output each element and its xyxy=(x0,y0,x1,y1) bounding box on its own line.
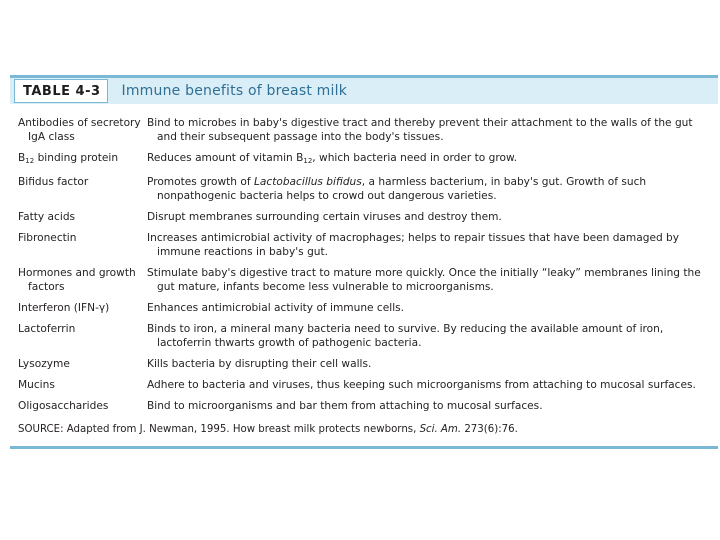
effect-cell: Bind to microbes in baby's digestive tract and thereby prevent their attachment to the walls of the gut and their subsequent passage into the body's tissues. xyxy=(147,117,693,143)
effect-cell: Increases antimicrobial activity of macrophages; helps to repair tissues that have been damaged by immune reactions in baby's gut. xyxy=(147,232,680,258)
factor-cell: Mucins xyxy=(18,379,55,391)
table-row xyxy=(18,357,710,371)
factor-cell: Bifidus factor xyxy=(18,176,89,188)
table-row xyxy=(18,231,710,259)
table-row xyxy=(18,175,710,203)
bottom-rule xyxy=(10,446,718,449)
table-row xyxy=(18,378,710,392)
table-body xyxy=(10,104,718,413)
table-header xyxy=(10,78,718,104)
table-title: Immune benefits of breast milk xyxy=(121,83,347,99)
factor-cell: Lactoferrin xyxy=(18,323,76,335)
factor-cell: Interferon (IFN-γ) xyxy=(18,302,110,314)
factor-cell: Lysozyme xyxy=(18,358,70,370)
table-row xyxy=(18,266,710,294)
factor-cell: $B_{12}$ binding protein xyxy=(18,152,119,165)
table-number-label: TABLE 4-3 xyxy=(14,79,108,103)
factor-cell: Oligosaccharides xyxy=(18,400,109,412)
table-row xyxy=(18,301,710,315)
factor-cell: Hormones and growth factors xyxy=(18,267,136,293)
table-row xyxy=(18,210,710,224)
effect-cell: Bind to microorganisms and bar them from attaching to mucosal surfaces. xyxy=(147,400,543,412)
effect-cell: Enhances antimicrobial activity of immune cells. xyxy=(147,302,405,314)
factor-cell: Fibronectin xyxy=(18,232,77,244)
table-row xyxy=(18,116,710,144)
table-row xyxy=(18,322,710,350)
effect-cell: Reduces amount of vitamin $B_{12}$, which bacteria need in order to grow. xyxy=(147,152,518,165)
effect-cell: Promotes growth of Lactobacillus bifidus, a harmless bacterium, in baby's gut. Growth of such nonpathogenic bacteria helps to crowd out dangerous varieties. xyxy=(147,176,647,202)
effect-cell: Stimulate baby's digestive tract to mature more quickly. Once the initially “leaky” membranes lining the gut mature, infants become less vulnerable to microorganisms. xyxy=(147,267,701,293)
effect-cell: Kills bacteria by disrupting their cell walls. xyxy=(147,358,372,370)
source-note: SOURCE: Adapted from J. Newman, 1995. How breast milk protects newborns, Sci. Am. 273(6):76. xyxy=(18,424,518,435)
effect-cell: Adhere to bacteria and viruses, thus keeping such microorganisms from attaching to mucosal surfaces. xyxy=(147,379,696,391)
effect-cell: Disrupt membranes surrounding certain viruses and destroy them. xyxy=(147,211,502,223)
table-row xyxy=(18,151,710,168)
effect-cell: Binds to iron, a mineral many bacteria need to survive. By reducing the available amount of iron, lactoferrin thwarts growth of pathogenic bacteria. xyxy=(147,323,664,349)
table-row xyxy=(18,399,710,413)
factor-cell: Antibodies of secretory IgA class xyxy=(18,117,141,143)
factor-cell: Fatty acids xyxy=(18,211,76,223)
immune-benefits-table xyxy=(10,75,718,449)
